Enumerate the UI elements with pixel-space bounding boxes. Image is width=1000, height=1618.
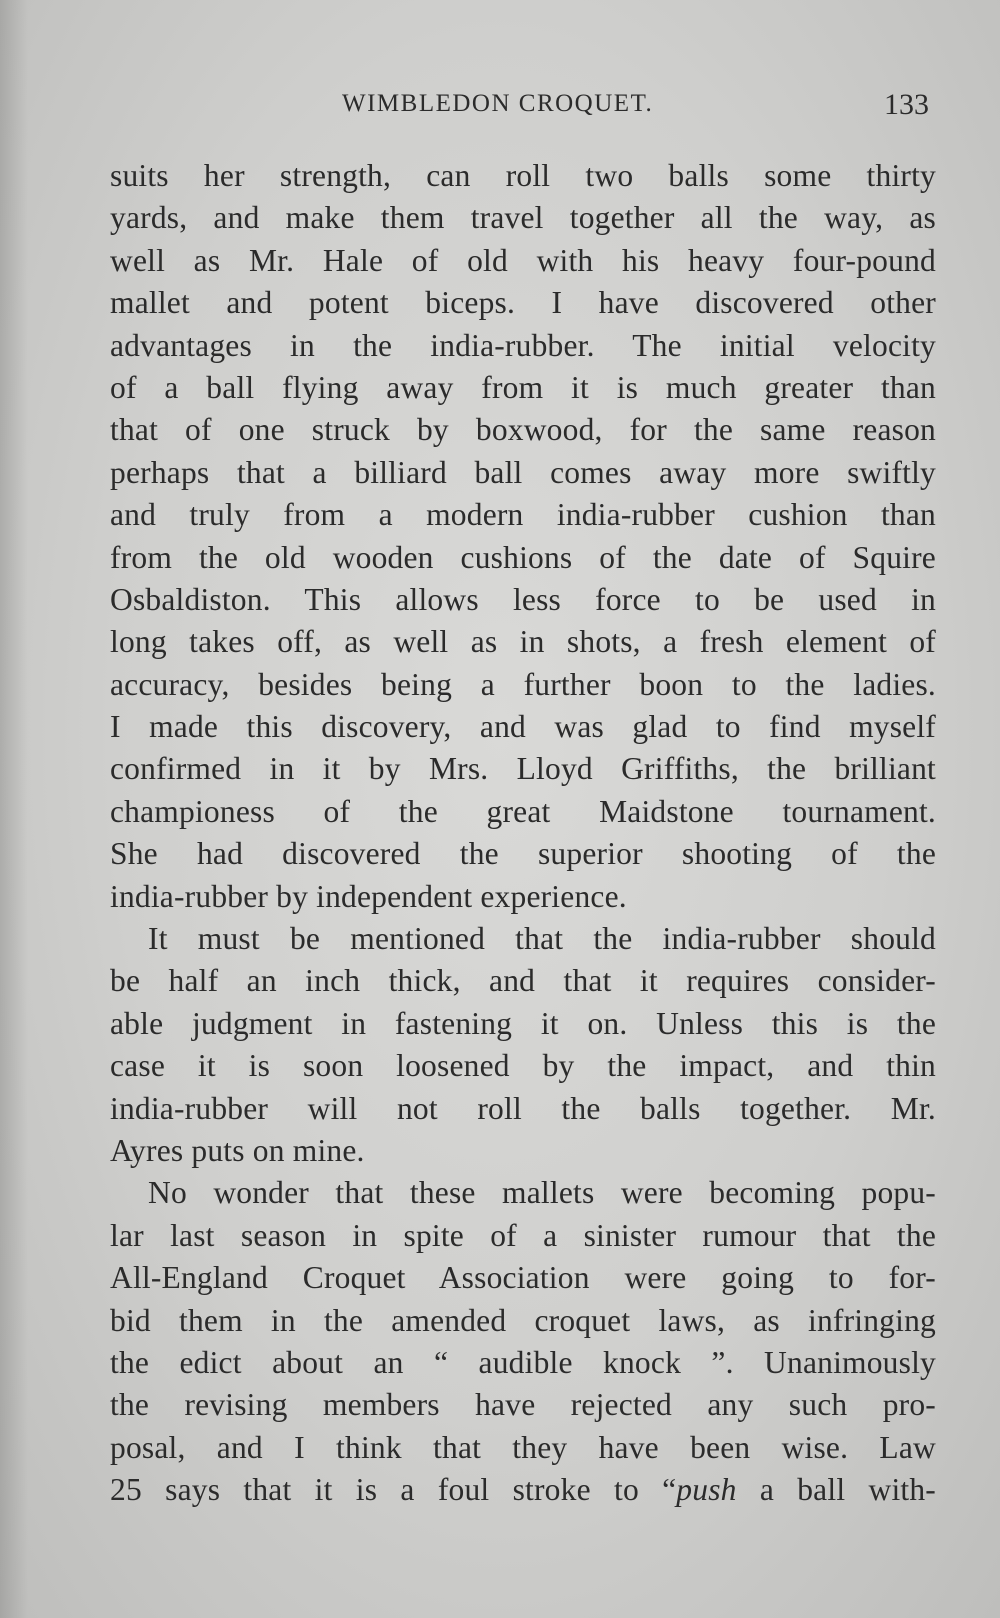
text-line: No wonder that these mallets were becoming popu- [148,1175,936,1211]
text-line: All-England Croquet Association were going to for- [110,1260,936,1296]
text-line: It must be mentioned that the india-rubber should [148,921,936,957]
final-line-end: a ball with- [736,1472,936,1508]
text-line: yards, and make them travel together all the way, as [110,200,936,236]
running-head [0,88,1000,128]
body-text [110,155,936,1512]
text-line: lar last season in spite of a sinister rumour that the [110,1217,936,1253]
text-line: She had discovered the superior shooting of the [110,836,936,872]
text-line: mallet and potent biceps. I have discovered other [110,285,936,321]
text-line: accuracy, besides being a further boon to the ladies. [110,666,936,702]
text-line: from the old wooden cushions of the date of Squire [110,539,936,575]
text-line: the revising members have rejected any such pro- [110,1387,936,1423]
text-line-final [110,1469,936,1511]
text-line: well as Mr. Hale of old with his heavy four-pound [110,242,936,278]
text-line: confirmed in it by Mrs. Lloyd Griffiths, the brilliant [110,751,936,787]
final-line-start: 25 says that it is a foul stroke to “ [110,1472,677,1508]
text-line: of a ball flying away from it is much greater than [110,369,936,405]
italic-word: push [676,1472,737,1508]
text-line: posal, and I think that they have been wise. Law [110,1429,936,1465]
page-number: 133 [884,88,929,121]
text-line: india-rubber will not roll the balls together. Mr. [110,1090,936,1126]
text-line: be half an inch thick, and that it requires consider- [110,963,936,999]
text-line: I made this discovery, and was glad to find myself [110,709,936,745]
text-line: the edict about an “ audible knock ”. Unanimously [110,1344,936,1380]
text-line: long takes off, as well as in shots, a fresh element of [110,624,936,660]
text-line: championess of the great Maidstone tournament. [110,793,936,829]
text-line: Osbaldiston. This allows less force to be used in [110,581,936,617]
text-line: perhaps that a billiard ball comes away more swiftly [110,454,936,490]
text-line: Ayres puts on mine. [110,1132,365,1168]
running-title: WIMBLEDON CROQUET. [342,90,654,117]
text-line: bid them in the amended croquet laws, as infringing [110,1302,936,1338]
text-line: and truly from a modern india-rubber cushion than [110,497,936,533]
text-line: able judgment in fastening it on. Unless this is the [110,1005,936,1041]
text-line: suits her strength, can roll two balls some thirty [110,158,936,193]
text-line: india-rubber by independent experience. [110,878,627,914]
text-line: that of one struck by boxwood, for the same reason [110,412,936,448]
text-line: advantages in the india-rubber. The initial velocity [110,327,936,363]
text-line: case it is soon loosened by the impact, and thin [110,1048,936,1084]
